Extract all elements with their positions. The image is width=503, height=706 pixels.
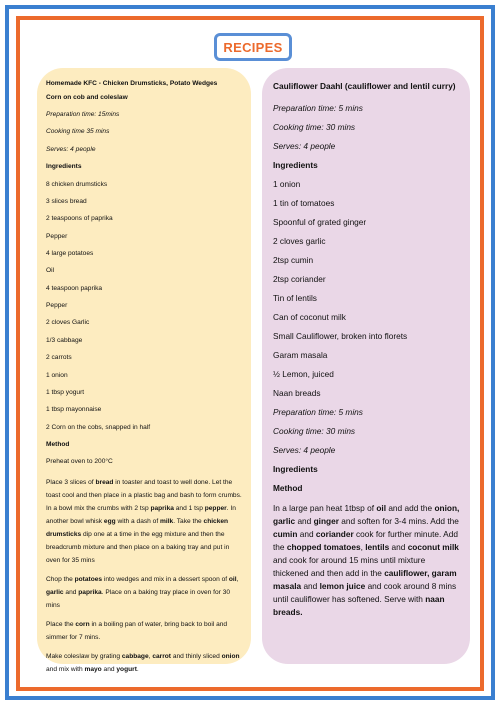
prep-time: Preparation time: 5 mins	[273, 103, 363, 114]
recipe-title: Cauliflower Daahl (cauliflower and lentil curry)	[273, 81, 456, 91]
ingredient-item: 1/3 cabbage	[46, 336, 83, 344]
ingredients-list	[46, 181, 243, 441]
method-heading: Method	[273, 483, 303, 494]
recipe-title: Homemade KFC - Chicken Drumsticks, Potato Wedges	[46, 80, 218, 87]
preheat-step: Preheat oven to 200°C	[46, 458, 113, 466]
ingredient-item: Small Cauliflower, broken into florets	[273, 331, 408, 342]
ingredient-item: Pepper	[46, 232, 68, 240]
daahl-recipe-panel	[262, 68, 470, 664]
ingredient-item: 2tsp cumin	[273, 255, 314, 266]
method-step-corn: Place the corn in a boiling pan of water, bring back to boil and simmer for 7 mins.	[46, 620, 228, 641]
ingredient-item: 1 onion	[273, 179, 301, 190]
ingredient-item: 1 onion	[46, 371, 68, 379]
method-step-wedges: Chop the potatoes into wedges and mix in a dessert spoon of oil, garlic and paprika. Place on a baking tray place in oven for 30 mins	[46, 575, 239, 609]
method-step-chicken: Place 3 slices of bread in toaster and toast to well done. Let the toast cool and then place in a plastic bag and bash to form crumbs. In a bowl mix the crumbs with 2 tsp paprika and 1 tsp pepper. In another bowl whisk egg with a dash of milk. Take the chicken drumsticks dip one at a time in the egg mixture and then the breadcrumb mixture and then place on a baking tray and put in oven for 35 mins	[46, 478, 242, 564]
ingredient-item: 2tsp coriander	[273, 274, 326, 285]
ingredient-item: 2 Corn on the cobs, snapped in half	[46, 423, 151, 431]
method-text: In a large pan heat 1tbsp of oil and add the onion, garlic and ginger and soften for 3-4 mins. Add the cumin and coriander cook for further minute. Add the chopped tomatoes, lentils and coconut milk and cook for around 15 mins until mixture thickened and then add in the cauliflower, garam masala and lemon juice and cook around 8 mins until cauliflower has softened. Serve with naan breads.	[273, 503, 460, 618]
ingredient-item: 2 cloves Garlic	[46, 319, 90, 327]
page-title: RECIPES	[214, 33, 292, 61]
recipe-subtitle: Corn on cob and coleslaw	[46, 93, 128, 101]
cook-time: Cooking time: 30 mins	[273, 122, 356, 133]
ingredient-item: Can of coconut milk	[273, 312, 346, 323]
ingredient-item: ½ Lemon, juiced	[273, 369, 334, 380]
ingredient-item: 2 cloves garlic	[273, 236, 326, 247]
kfc-recipe-panel	[37, 68, 251, 673]
ingredient-item: 8 chicken drumsticks	[46, 180, 108, 188]
ingredients-heading-repeat: Ingredients	[273, 464, 318, 475]
ingredient-item: Spoonful of grated ginger	[273, 217, 367, 228]
method-step-coleslaw: Make coleslaw by grating cabbage, carrot and thinly sliced onion and mix with mayo and yogurt.	[46, 652, 240, 673]
serves-repeat: Serves: 4 people	[273, 445, 336, 456]
prep-time-repeat: Preparation time: 5 mins	[273, 407, 363, 418]
ingredient-item: 2 teaspoons of paprika	[46, 215, 113, 223]
ingredient-item: 4 large potatoes	[46, 250, 94, 257]
ingredients-heading: Ingredients	[273, 160, 318, 171]
method-heading: Method	[46, 440, 70, 448]
ingredient-item: Tin of lentils	[273, 293, 317, 304]
ingredient-item: Garam masala	[273, 350, 328, 361]
ingredient-item: 4 teaspoon paprika	[46, 284, 103, 292]
ingredient-item: 3 slices bread	[46, 197, 87, 205]
cook-time-repeat: Cooking time: 30 mins	[273, 426, 356, 437]
ingredient-item: 2 carrots	[46, 354, 72, 362]
ingredient-item: Pepper	[46, 302, 68, 310]
prep-time: Preparation time: 15mins	[46, 111, 120, 119]
ingredients-list	[273, 179, 462, 407]
ingredient-item: Oil	[46, 267, 55, 275]
serves: Serves: 4 people	[273, 141, 336, 152]
cook-time: Cooking time 35 mins	[46, 128, 110, 136]
ingredients-heading: Ingredients	[46, 163, 82, 171]
ingredient-item: 1 tbsp yogurt	[46, 388, 85, 396]
ingredient-item: Naan breads	[273, 388, 321, 399]
serves: Serves: 4 people	[46, 145, 96, 153]
ingredient-item: 1 tbsp mayonnaise	[46, 406, 102, 414]
ingredient-item: 1 tin of tomatoes	[273, 198, 335, 209]
